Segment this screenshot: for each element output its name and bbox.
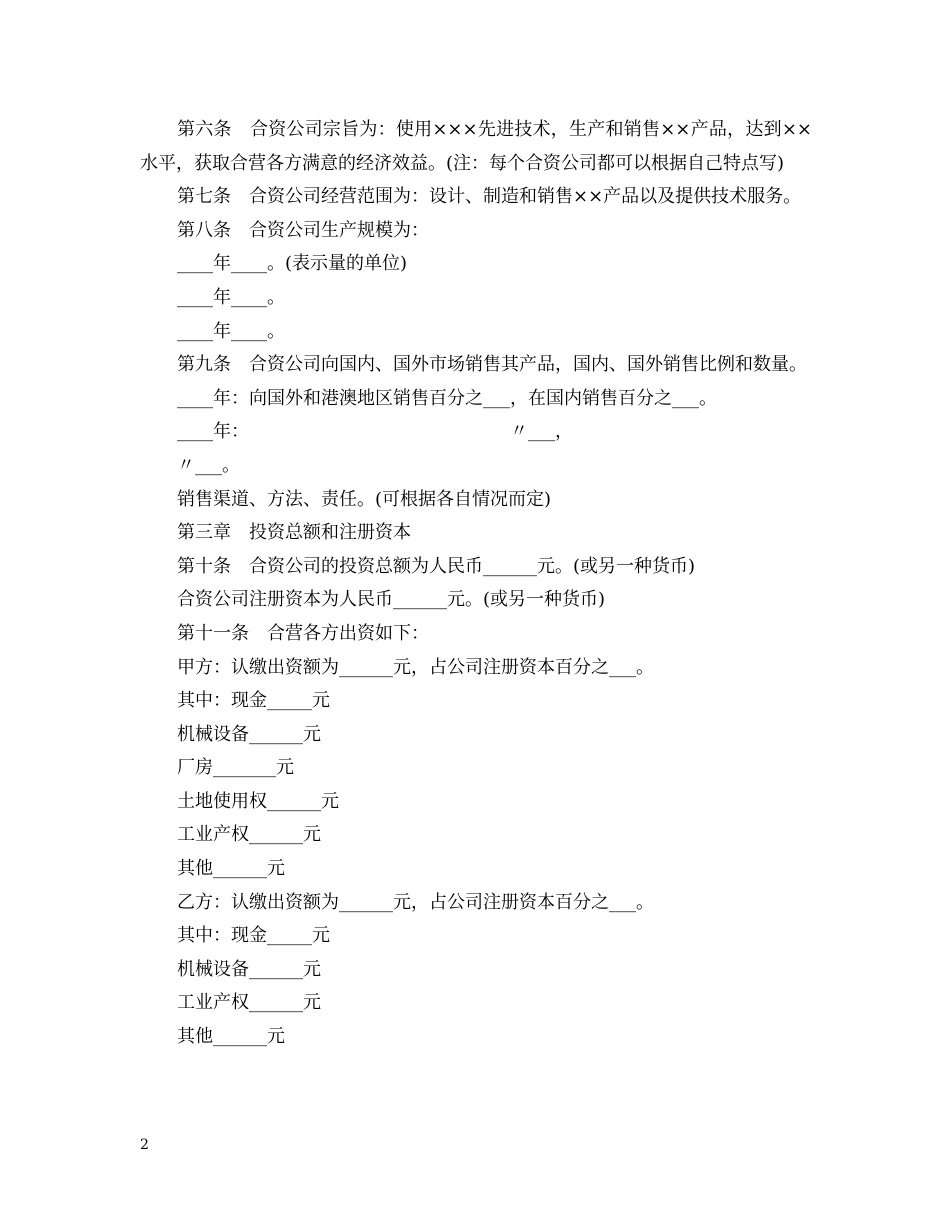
party-b-machinery: 机械设备______元 bbox=[177, 958, 321, 980]
sales-ratio-line: 〃___。 bbox=[177, 454, 240, 476]
article-11: 第十一条 合营各方出资如下： bbox=[177, 622, 429, 644]
production-scale-line: ____年____。 bbox=[177, 286, 285, 308]
article-7: 第七条 合资公司经营范围为：设计、制造和销售××产品以及提供技术服务。 bbox=[177, 186, 802, 208]
production-scale-line: ____年____。(表示量的单位) bbox=[177, 253, 408, 275]
party-b-contribution: 乙方：认缴出资额为______元，占公司注册资本百分之___。 bbox=[177, 891, 654, 913]
page-number: 2 bbox=[140, 1137, 149, 1153]
party-a-other: 其他______元 bbox=[177, 858, 285, 880]
sales-channel-line: 销售渠道、方法、责任。(可根据各自情况而定) bbox=[177, 488, 552, 510]
chapter-3-heading: 第三章 投资总额和注册资本 bbox=[177, 522, 411, 544]
document-body bbox=[140, 113, 812, 1054]
article-8: 第八条 合资公司生产规模为： bbox=[177, 219, 429, 241]
article-6: 第六条 合资公司宗旨为：使用×××先进技术，生产和销售××产品，达到××水平，获取合营各方满意的经济效益。(注：每个合资公司都可以根据自己特点写) bbox=[140, 119, 812, 174]
article-9: 第九条 合资公司向国内、国外市场销售其产品，国内、国外销售比例和数量。 bbox=[177, 354, 807, 376]
party-b-other: 其他______元 bbox=[177, 1026, 285, 1048]
party-a-industrial-property: 工业产权______元 bbox=[177, 824, 321, 846]
registered-capital-line: 合资公司注册资本为人民币______元。(或另一种货币) bbox=[177, 589, 606, 611]
sales-ratio-line: ____年： 〃___， bbox=[177, 421, 573, 443]
party-a-cash: 其中：现金_____元 bbox=[177, 690, 330, 712]
production-scale-line: ____年____。 bbox=[177, 320, 285, 342]
article-10: 第十条 合资公司的投资总额为人民币______元。(或另一种货币) bbox=[177, 555, 696, 577]
party-a-contribution: 甲方：认缴出资额为______元，占公司注册资本百分之___。 bbox=[177, 656, 654, 678]
party-a-machinery: 机械设备______元 bbox=[177, 723, 321, 745]
sales-ratio-line: ____年：向国外和港澳地区销售百分之___，在国内销售百分之___。 bbox=[177, 387, 717, 409]
party-b-cash: 其中：现金_____元 bbox=[177, 925, 330, 947]
party-a-land-use-right: 土地使用权______元 bbox=[177, 790, 339, 812]
party-a-plant: 厂房_______元 bbox=[177, 757, 294, 779]
party-b-industrial-property: 工业产权______元 bbox=[177, 992, 321, 1014]
